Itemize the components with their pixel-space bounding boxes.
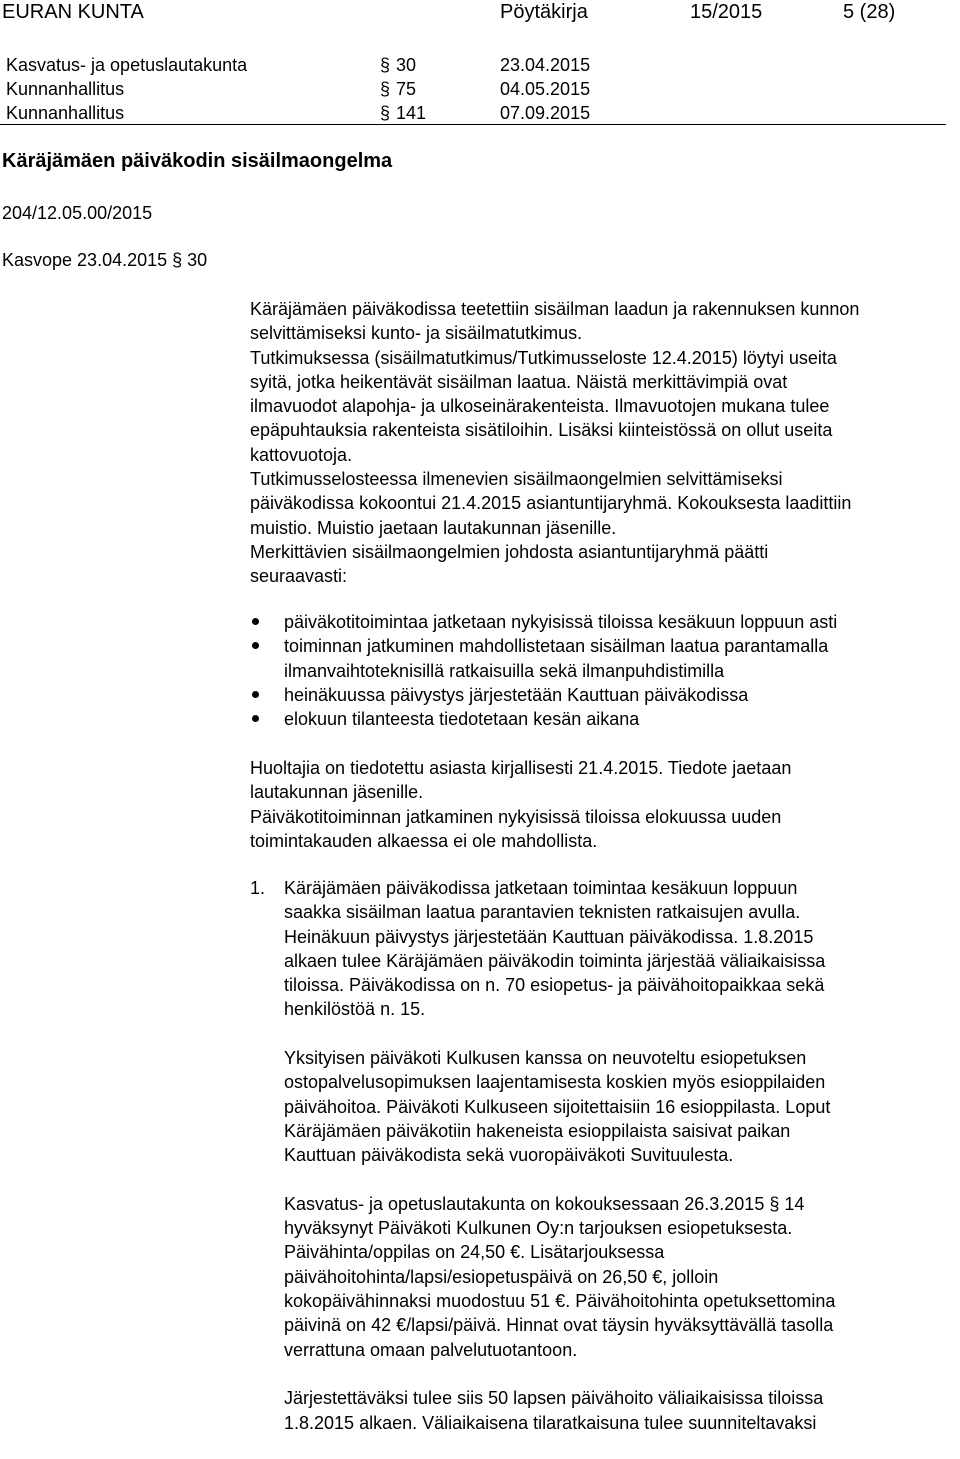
text-line: Tutkimuksessa (sisäilmatutkimus/Tutkimusseloste 12.4.2015) löytyi useita <box>250 347 837 368</box>
item-paragraph <box>284 1046 835 1167</box>
meeting-date: 04.05.2015 <box>500 79 591 99</box>
header-divider <box>0 124 946 125</box>
item-number: 1. <box>250 878 266 898</box>
meeting-section: 141 <box>396 103 427 123</box>
bullet-icon <box>252 618 259 625</box>
text-line: toiminnan jatkuminen mahdollistetaan sisäilman laatua parantamalla <box>284 636 829 657</box>
info-paragraph <box>250 756 791 853</box>
text-line: Heinäkuun päivystys järjestetään Kauttuan päiväkodissa. 1.8.2015 <box>284 926 814 947</box>
doc-number: 15/2015 <box>690 1 763 23</box>
meeting-body: Kasvatus- ja opetuslautakunta <box>6 55 248 75</box>
text-line: syitä, jotka heikentävät sisäilman laatua. Näistä merkittävimpiä ovat <box>250 371 788 392</box>
text-line: kattovuotoja. <box>250 444 353 465</box>
list-item <box>250 610 837 634</box>
text-line: ilmavuodot alapohja- ja ulkoseinärakenteista. Ilmavuotojen mukana tulee <box>250 396 830 417</box>
meeting-date: 23.04.2015 <box>500 55 591 75</box>
bullet-icon <box>252 642 259 649</box>
text-line: kokopäivähinnaksi muodostuu 51 €. Päivähoitohinta opetuksettomina <box>284 1291 836 1312</box>
doc-type: Pöytäkirja <box>500 1 588 23</box>
text-line: muistio. Muistio jaetaan lautakunnan jäsenille. <box>250 517 617 538</box>
item-paragraph <box>284 1386 835 1435</box>
text-line: päivinä on 42 €/lapsi/päivä. Hinnat ovat täysin hyväksyttävällä tasolla <box>284 1315 834 1336</box>
text-line: Kasvatus- ja opetuslautakunta on kokouksessaan 26.3.2015 § 14 <box>284 1193 805 1214</box>
text-line: Käräjämäen päiväkotiin hakeneista esioppilaista saisivat paikan <box>284 1120 791 1141</box>
bullet-icon <box>252 691 259 698</box>
text-line: Päiväkotitoiminnan jatkaminen nykyisissä tiloissa elokuussa uuden <box>250 806 782 827</box>
list-item <box>250 634 837 683</box>
text-line: ilmanvaihtoteknisillä ratkaisuilla sekä ilmanpuhdistimilla <box>284 660 725 681</box>
numbered-item <box>250 876 835 1435</box>
text-line: selvittämiseksi kunto- ja sisäilmatutkimus. <box>250 323 583 344</box>
text-line: Käräjämäen päiväkodissa teetettiin sisäilman laadun ja rakennuksen kunnon <box>250 299 860 319</box>
page-title: Käräjämäen päiväkodin sisäilmaongelma <box>2 150 393 172</box>
section-mark: § <box>380 103 391 123</box>
text-line: tiloissa. Päiväkodissa on n. 70 esiopetus- ja päivähoitopaikkaa sekä <box>284 975 825 996</box>
decision-bullet-list <box>250 610 837 731</box>
text-line: Päivähinta/oppilas on 24,50 €. Lisätarjouksessa <box>284 1242 665 1263</box>
text-line: Merkittävien sisäilmaongelmien johdosta asiantuntijaryhmä päätti <box>250 541 769 562</box>
reference-number: 204/12.05.00/2015 <box>2 203 153 223</box>
page-number: 5 (28) <box>843 1 896 23</box>
bullet-icon <box>252 715 259 722</box>
section-mark: § <box>380 79 391 99</box>
text-line: Järjestettäväksi tulee siis 50 lapsen päivähoito väliaikaisissa tiloissa <box>284 1388 824 1409</box>
text-line: epäpuhtauksia rakenteista sisätiloihin. Lisäksi kiinteistössä on ollut useita <box>250 420 833 441</box>
text-line: henkilöstöä n. 15. <box>284 999 426 1020</box>
meeting-body: Kunnanhallitus <box>6 103 125 123</box>
text-line: verrattuna omaan palvelutuotantoon. <box>284 1339 578 1360</box>
meeting-body: Kunnanhallitus <box>6 79 125 99</box>
numbered-list <box>250 876 835 1459</box>
text-line: elokuun tilanteesta tiedotetaan kesän aikana <box>284 709 640 730</box>
item-paragraph <box>284 876 835 1022</box>
list-item <box>250 707 837 731</box>
kasvope-reference: Kasvope 23.04.2015 § 30 <box>2 250 208 270</box>
text-line: 1.8.2015 alkaen. Väliaikaisena tilaratkaisuna tulee suunniteltavaksi <box>284 1412 817 1433</box>
org-name: EURAN KUNTA <box>2 1 144 23</box>
text-line: toimintakauden alkaessa ei ole mahdollista. <box>250 830 598 851</box>
text-line: Huoltajia on tiedotettu asiasta kirjallisesti 21.4.2015. Tiedote jaetaan <box>250 758 792 778</box>
text-line: päivähoitoa. Päiväkoti Kulkuseen sijoitettaisiin 16 esioppilasta. Loput <box>284 1096 831 1117</box>
text-line: päiväkotitoimintaa jatketaan nykyisissä tiloissa kesäkuun loppuun asti <box>284 612 838 632</box>
intro-paragraph <box>250 297 859 589</box>
item-paragraph <box>284 1192 835 1362</box>
text-line: heinäkuussa päivystys järjestetään Kauttuan päiväkodissa <box>284 684 749 705</box>
text-line: Yksityisen päiväkoti Kulkusen kanssa on neuvoteltu esiopetuksen <box>284 1048 807 1069</box>
text-line: Kauttuan päiväkodista sekä vuoropäiväkoti Suvituulesta. <box>284 1145 734 1166</box>
text-line: saakka sisäilman laatua parantavien teknisten ratkaisujen avulla. <box>284 902 801 923</box>
meeting-date: 07.09.2015 <box>500 103 591 123</box>
text-line: ostopalvelusopimuksen laajentamisesta koskien myös esioppilaiden <box>284 1072 826 1093</box>
text-line: lautakunnan jäsenille. <box>250 782 424 803</box>
text-line: alkaen tulee Käräjämäen päiväkodin toiminta järjestää väliaikaisissa <box>284 950 826 971</box>
section-mark: § <box>380 55 391 75</box>
meeting-section: 30 <box>396 55 417 75</box>
text-line: seuraavasti: <box>250 566 348 587</box>
text-line: päivähoitohinta/lapsi/esiopetuspäivä on 26,50 €, jolloin <box>284 1266 719 1287</box>
text-line: Tutkimusselosteessa ilmenevien sisäilmaongelmien selvittämiseksi <box>250 469 783 490</box>
text-line: päiväkodissa kokoontui 21.4.2015 asiantuntijaryhmä. Kokouksesta laadittiin <box>250 493 852 514</box>
meeting-section: 75 <box>396 79 417 99</box>
list-item <box>250 683 837 707</box>
text-line: Käräjämäen päiväkodissa jatketaan toimintaa kesäkuun loppuun <box>284 878 798 898</box>
text-line: hyväksynyt Päiväkoti Kulkunen Oy:n tarjouksen esiopetuksesta. <box>284 1218 793 1239</box>
